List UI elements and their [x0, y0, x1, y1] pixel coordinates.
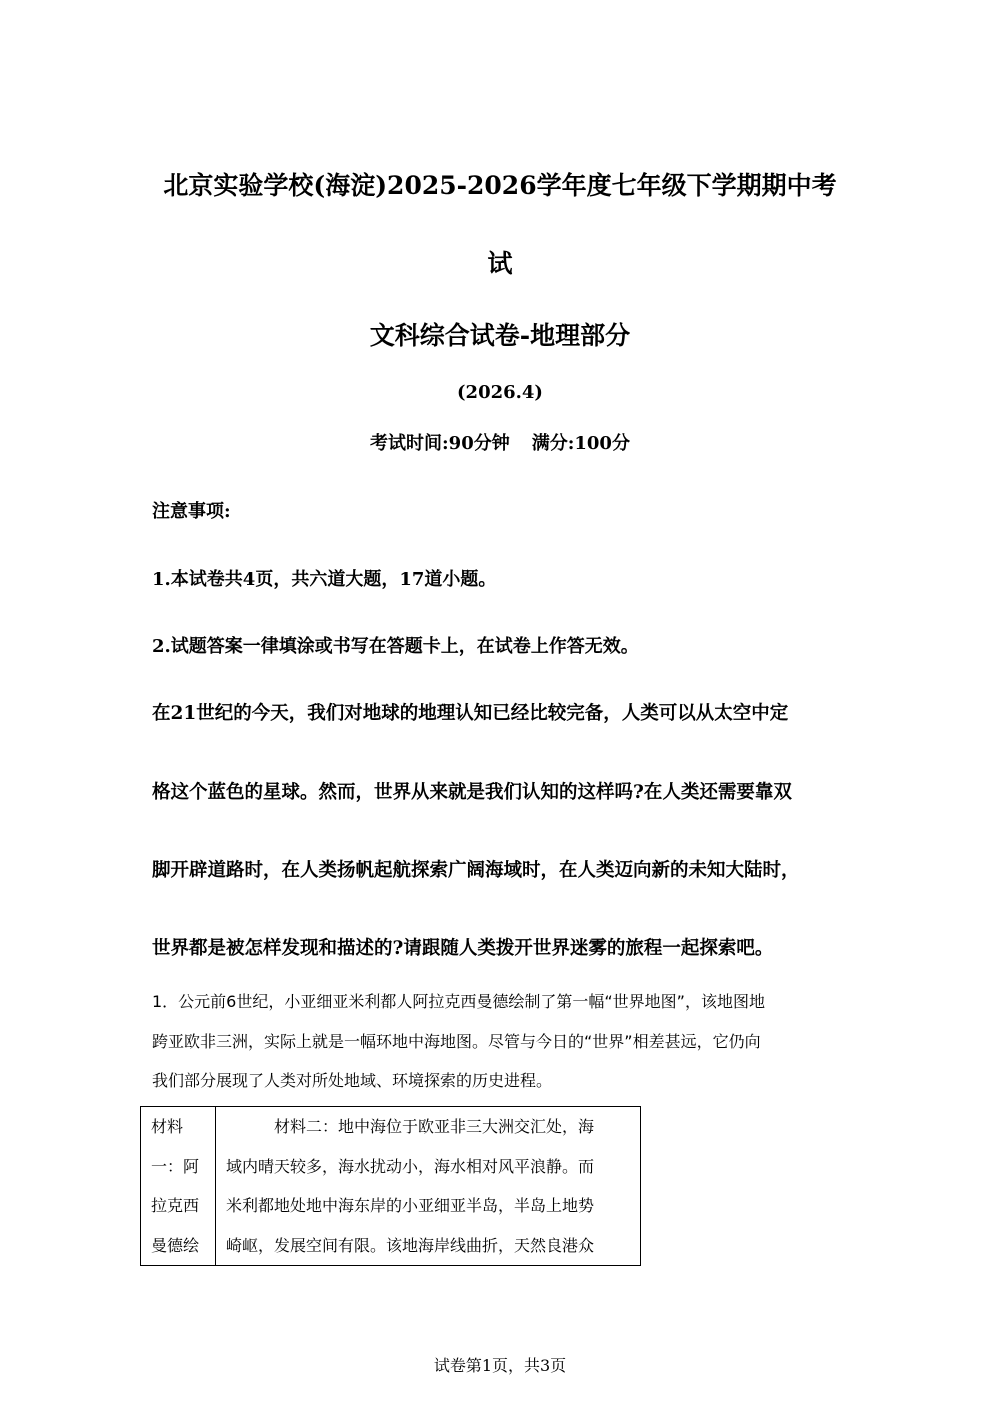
- intro-line: 脚开辟道路时，在人类扬帆起航探索广阔海域时，在人类迈向新的未知大陆时，: [152, 860, 800, 881]
- exam-time-info: [0, 431, 1000, 457]
- exam-title-line2: 试: [487, 249, 513, 278]
- material-one-line: 一：阿: [151, 1156, 200, 1176]
- material-table: [140, 1106, 641, 1266]
- material-two-cell: [216, 1107, 641, 1266]
- intro-line: 世界都是被怎样发现和描述的?请跟随人类拨开世界迷雾的旅程一起探索吧。: [152, 938, 774, 959]
- material-two-line: 米利都地处地中海东岸的小亚细亚半岛，半岛上地势: [226, 1196, 595, 1215]
- question1-line: 跨亚欧非三洲，实际上就是一幅环地中海地图。尽管与今日的“世界”相差甚远，它仍向: [152, 1032, 761, 1051]
- intro-line: 在21世纪的今天，我们对地球的地理认知已经比较完备，人类可以从太空中定: [152, 703, 789, 724]
- exam-title-line1: 北京实验学校(海淀)2025-2026学年度七年级下学期期中考: [163, 171, 837, 200]
- exam-date: (2026.4): [457, 382, 543, 403]
- question1-line: 1．公元前6世纪，小亚细亚米利都人阿拉克西曼德绘制了第一幅“世界地图”，该地图地: [152, 992, 765, 1011]
- exam-subtitle: 文科综合试卷-地理部分: [369, 321, 631, 350]
- material-one-line: 拉克西: [151, 1196, 200, 1215]
- exam-duration: 考试时间:90分钟: [370, 433, 510, 454]
- notice-item: 1.本试卷共4页，共六道大题，17道小题。: [152, 569, 497, 590]
- material-two-line: 材料二：地中海位于欧亚非三大洲交汇处，海: [274, 1117, 595, 1136]
- notice-heading: 注意事项:: [152, 501, 231, 522]
- material-one-cell: [141, 1107, 216, 1266]
- material-one-line: 材料: [151, 1117, 184, 1136]
- material-two-line: 域内晴天较多，海水扰动小，海水相对风平浪静。而: [226, 1156, 595, 1176]
- intro-line: 格这个蓝色的星球。然而，世界从来就是我们认知的这样吗?在人类还需要靠双: [152, 782, 792, 803]
- material-one-line: 曼德绘: [151, 1235, 200, 1255]
- question1-line: 我们部分展现了人类对所处地域、环境探索的历史进程。: [152, 1071, 553, 1090]
- page-footer: 试卷第1页，共3页: [433, 1356, 567, 1375]
- material-two-line: 崎岖，发展空间有限。该地海岸线曲折，天然良港众: [226, 1235, 595, 1255]
- exam-full-score: 满分:100分: [531, 433, 630, 454]
- notice-item: 2.试题答案一律填涂或书写在答题卡上，在试卷上作答无效。: [152, 636, 639, 657]
